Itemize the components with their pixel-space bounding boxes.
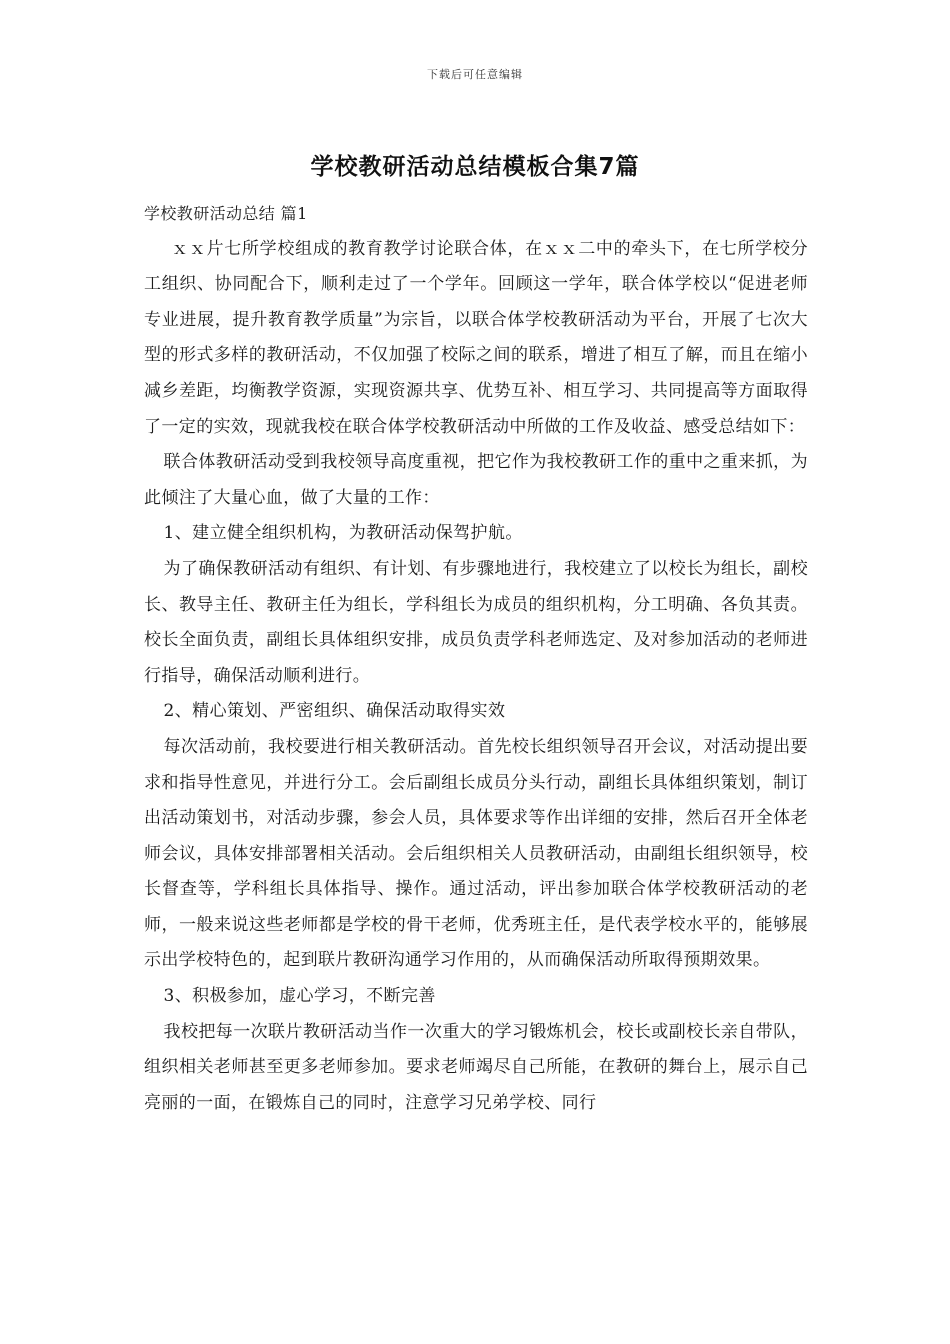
section-heading: 学校教研活动总结 篇1 (144, 204, 308, 223)
list-heading: 3、积极参加，虚心学习，不断完善 (163, 986, 436, 1007)
paragraph: 我校把每一次联片教研活动当作一次重大的学习锻炼机会，校长或副校长亲自带队，组织相关老师甚至更多老师参加。要求老师竭尽自己所能，在教研的舞台上，展示自己亮丽的一面，在锻炼自己的同时，注意学习兄弟学校、同行 (144, 1021, 808, 1113)
paragraph: 每次活动前，我校要进行相关教研活动。首先校长组织领导召开会议，对活动提出要求和指导性意见，并进行分工。会后副组长成员分头行动，副组长具体组织策划，制订出活动策划书，对活动步骤，参会人员，具体要求等作出详细的安排，然后召开全体老师会议，具体安排部署相关活动。会后组织相关人员教研活动，由副组长组织领导，校长督查等，学科组长具体指导、操作。通过活动，评出参加联合体学校教研活动的老师，一般来说这些老师都是学校的骨干老师，优秀班主任，是代表学校水平的，能够展示出学校特色的，起到联片教研沟通学习作用的，从而确保活动所取得预期效果。 (144, 736, 808, 971)
document-body (144, 196, 808, 1121)
paragraph: 为了确保教研活动有组织、有计划、有步骤地进行，我校建立了以校长为组长，副校长、教导主任、教研主任为组长，学科组长为成员的组织机构，分工明确、各负其责。校长全面负责，副组长具体组织安排，成员负责学科老师选定、及对参加活动的老师进行指导，确保活动顺利进行。 (144, 558, 808, 686)
list-heading: 2、精心策划、严密组织、确保活动取得实效 (163, 701, 506, 722)
list-heading: 1、建立健全组织机构，为教研活动保驾护航。 (163, 523, 523, 544)
header-note: 下载后可任意编辑 (427, 68, 523, 81)
paragraph: 联合体教研活动受到我校领导高度重视，把它作为我校教研工作的重中之重来抓，为此倾注了大量心血，做了大量的工作： (144, 452, 808, 508)
document-title: 学校教研活动总结模板合集7篇 (310, 154, 640, 180)
paragraph: ｘｘ片七所学校组成的教育教学讨论联合体，在ｘｘ二中的牵头下，在七所学校分工组织、协同配合下，顺利走过了一个学年。回顾这一学年，联合体学校以“促进老师专业进展，提升教育教学质量”为宗旨，以联合体学校教研活动为平台，开展了七次大型的形式多样的教研活动，不仅加强了校际之间的联系，增进了相互了解，而且在缩小减乡差距，均衡教学资源，实现资源共享、优势互补、相互学习、共同提高等方面取得了一定的实效，现就我校在联合体学校教研活动中所做的工作及收益、感受总结如下： (144, 238, 808, 437)
